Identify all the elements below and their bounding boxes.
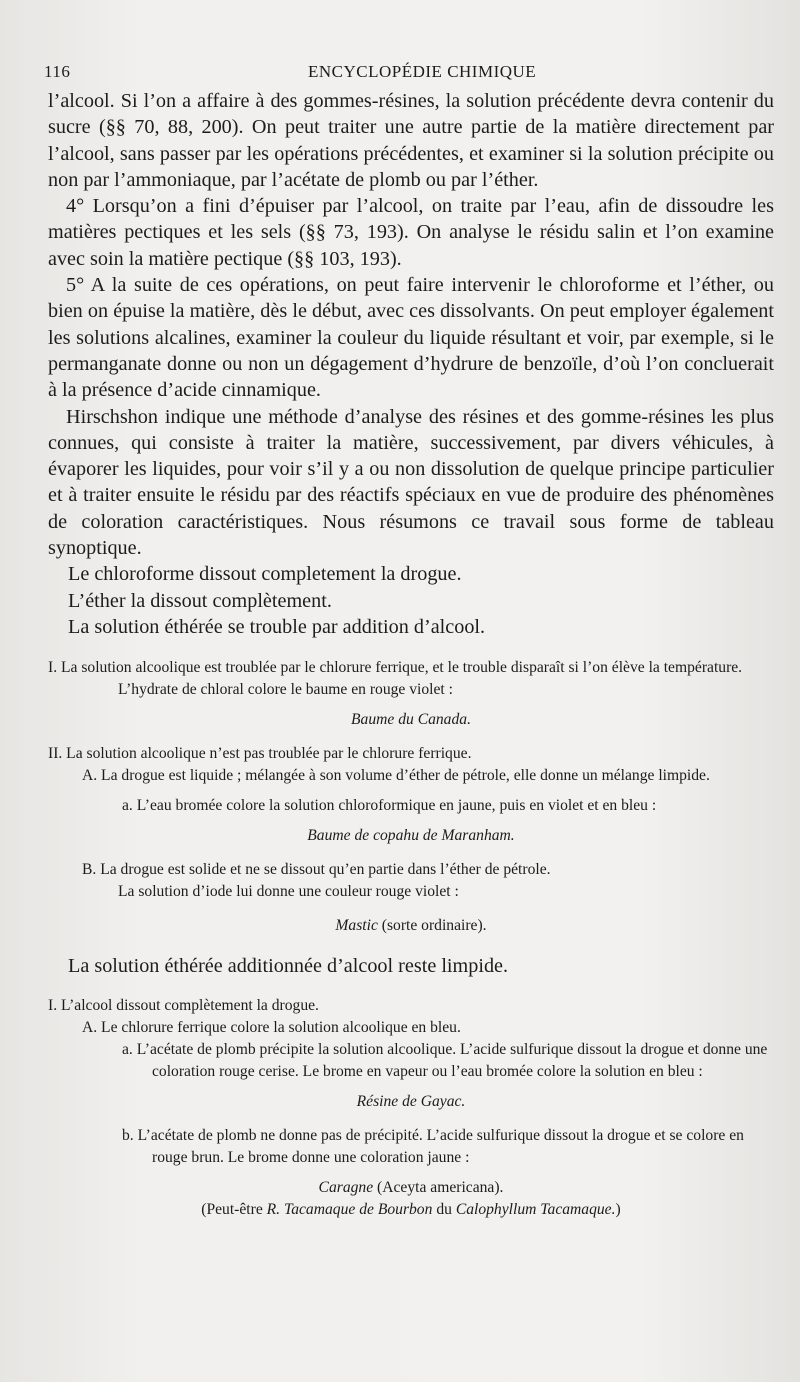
- table-entry: I. La solution alcoolique est troublée par le chlorure ferrique, et le trouble disparaît si l’on élève la température.: [48, 658, 743, 676]
- result-name: Résine de Gayac.: [356, 1093, 466, 1111]
- note-italic: Calophyllum Tacamaque.: [455, 1201, 616, 1219]
- table-section: [48, 995, 774, 1221]
- paragraph: l’alcool. Si l’on a affaire à des gommes-résines, la solution précédente devra contenir du sucre (§§ 70, 88, 200). On peut traiter une autre partie de la matière directement par l’alcool, sans passer par les opérations précédentes, et examiner si la solution précipite ou non par l’ammoniaque, par l’acétate de plomb ou par l’éther.: [48, 90, 774, 191]
- table-line: La solution éthérée se trouble par addition d’alcool.: [68, 616, 486, 639]
- result-name: Caragne: [318, 1179, 374, 1197]
- result-name: Baume du Canada.: [351, 710, 471, 728]
- note-text: du: [436, 1201, 452, 1219]
- result-name: Mastic: [335, 916, 378, 934]
- result-name: Baume de copahu de Maranham.: [307, 826, 515, 844]
- table-entry: II. La solution alcoolique n’est pas troublée par le chlorure ferrique.: [48, 744, 472, 762]
- result-line: [48, 915, 774, 937]
- table-entry: a. L’eau bromée colore la solution chloroformique en jaune, puis en violet et en bleu :: [122, 796, 657, 814]
- result-line: [48, 1177, 774, 1199]
- result-note: (Aceyta americana).: [377, 1179, 504, 1197]
- table-entry: B. La drogue est solide et ne se dissout qu’en partie dans l’éther de pétrole.: [82, 860, 551, 878]
- synoptic-table: [48, 561, 774, 1221]
- table-line: L’éther la dissout complètement.: [68, 589, 332, 612]
- note-text: ): [615, 1201, 621, 1219]
- table-line: Le chloroforme dissout completement la drogue.: [68, 563, 462, 586]
- running-title: ENCYCLOPÉDIE CHIMIQUE: [308, 62, 537, 81]
- table-entry: A. Le chlorure ferrique colore la solution alcoolique en bleu.: [82, 1019, 461, 1037]
- body-text: [48, 88, 774, 561]
- result-note: (sorte ordinaire).: [381, 916, 487, 934]
- note-text: (Peut-être: [201, 1201, 263, 1219]
- table-section: [48, 657, 774, 937]
- result-note-line: [48, 1199, 774, 1221]
- table-entry: a. L’acétate de plomb précipite la solution alcoolique. L’acide sulfurique dissout la drogue et donne une coloration rouge cerise. Le brome en vapeur ou l’eau bromée colore la solution en bleu :: [122, 1041, 768, 1081]
- page-number: 116: [44, 62, 71, 81]
- table-entry: A. La drogue est liquide ; mélangée à son volume d’éther de pétrole, elle donne un mélange limpide.: [82, 766, 710, 784]
- table-entry: b. L’acétate de plomb ne donne pas de précipité. L’acide sulfurique dissout la drogue et se colore en rouge brun. Le brome donne une coloration jaune :: [122, 1127, 744, 1167]
- table-line: La solution éthérée additionnée d’alcool reste limpide.: [68, 954, 509, 977]
- page-header: [44, 58, 774, 88]
- paragraph: 5° A la suite de ces opérations, on peut faire intervenir le chloroforme et l’éther, ou bien on épuise la matière, dès le début, avec ces dissolvants. On peut employer également les solutions alcalines, examiner la couleur du liquide résultant et voir, par exemple, si le permanganate donne ou non un dégagement d’hydrure de benzoïle, d’où l’on concluerait à la présence d’acide cinnamique.: [48, 274, 774, 402]
- table-entry: L’hydrate de chloral colore le baume en rouge violet :: [118, 680, 453, 698]
- table-entry: La solution d’iode lui donne une couleur rouge violet :: [118, 882, 459, 900]
- paragraph: Hirschshon indique une méthode d’analyse des résines et des gomme-résines les plus connues, qui consiste à traiter la matière, successivement, par divers véhicules, à évaporer les liquides, pour voir s’il y a ou non dissolution de quelque principe particulier et à traiter ensuite le résidu par des réactifs spéciaux en vue de produire des phénomènes de coloration caractéristiques. Nous résumons ce travail sous forme de tableau synoptique.: [48, 405, 774, 560]
- note-italic: R. Tacamaque de Bourbon: [266, 1201, 433, 1219]
- table-entry: I. L’alcool dissout complètement la drogue.: [48, 997, 319, 1015]
- paragraph: 4° Lorsqu’on a fini d’épuiser par l’alcool, on traite par l’eau, afin de dissoudre les matières pectiques et les sels (§§ 73, 193). On analyse le résidu salin et l’on examine avec soin la matière pectique (§§ 103, 193).: [48, 195, 774, 270]
